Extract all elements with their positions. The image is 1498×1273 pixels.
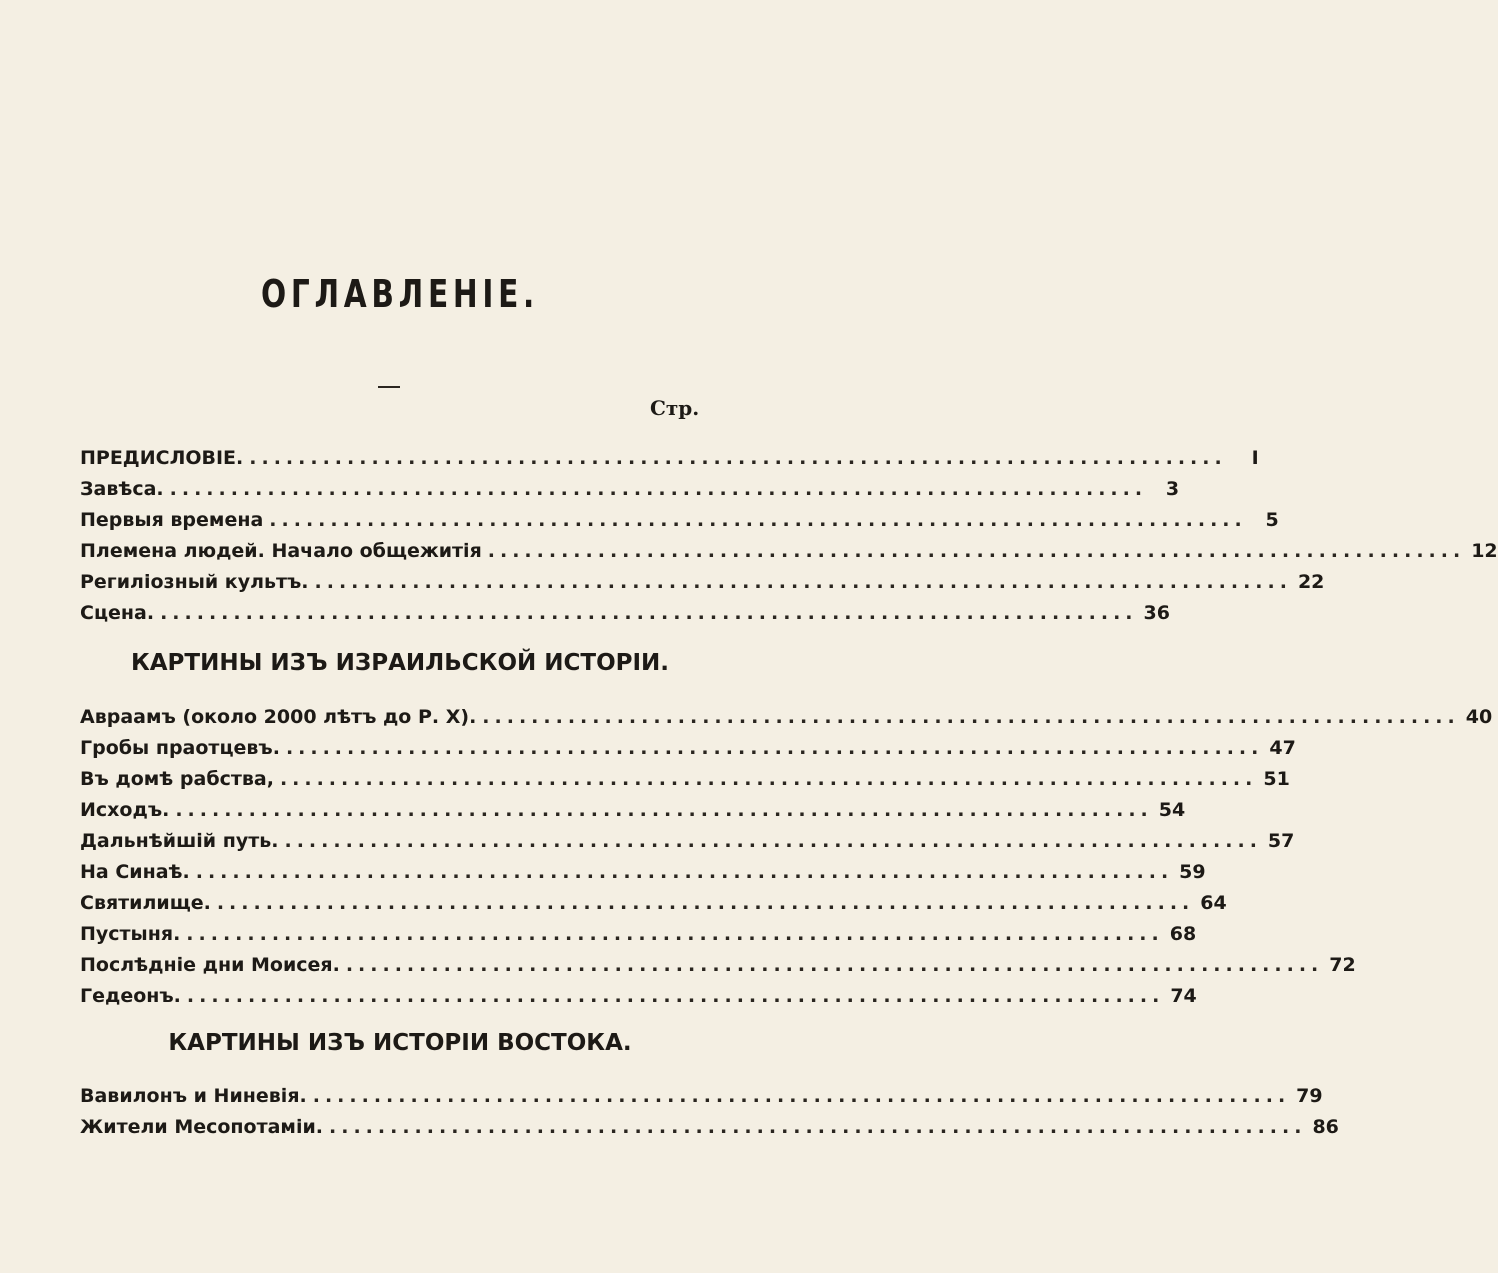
entry-page: 5: [1265, 509, 1279, 531]
leader-dots: ................................................................................: [186, 985, 1165, 1007]
entry-title: На Синаѣ.: [80, 861, 190, 883]
entry-page: 36: [1143, 602, 1170, 624]
entry-page: 47: [1269, 737, 1296, 759]
entry-title: Вавилонъ и Ниневія.: [80, 1085, 307, 1107]
entry-title: Въ домѣ рабства,: [80, 768, 274, 790]
leader-dots: ................................................................................: [169, 478, 1148, 500]
title-rule: [378, 386, 400, 388]
toc-entry[interactable]: [80, 830, 1295, 860]
toc-entry[interactable]: [80, 540, 1498, 570]
toc-entry[interactable]: [80, 799, 1186, 829]
entry-page: 22: [1297, 571, 1325, 593]
leader-dots: ................................................................................: [160, 602, 1138, 624]
leader-dots: ................................................................................: [312, 1085, 1291, 1107]
section-heading-east: КАРТИНЫ ИЗЪ ИСТОРIИ ВОСТОКА.: [168, 1030, 632, 1056]
leader-dots: ................................................................................: [186, 923, 1164, 945]
toc-entry[interactable]: [80, 706, 1493, 736]
page-title: ОГЛАВЛЕНІЕ.: [261, 272, 539, 316]
page-column-label: Стр.: [650, 396, 700, 420]
entry-page: 86: [1312, 1116, 1339, 1138]
entry-title: Авраамъ (около 2000 лѣтъ до Р. Х).: [80, 706, 477, 728]
leader-dots: ................................................................................: [329, 1116, 1307, 1138]
entry-page: 64: [1200, 892, 1227, 914]
entry-title: Святилище.: [80, 892, 211, 914]
entry-title: Гедеонъ.: [80, 985, 181, 1007]
toc-entry[interactable]: [80, 892, 1227, 922]
leader-dots: ................................................................................: [284, 830, 1262, 852]
leader-dots: ................................................................................: [314, 571, 1292, 593]
entry-page: 40: [1465, 706, 1493, 728]
entry-page: 3: [1165, 478, 1180, 500]
leader-dots: ................................................................................: [195, 861, 1174, 883]
leader-dots: ................................................................................: [487, 540, 1466, 562]
toc-entry[interactable]: [80, 447, 1259, 477]
toc-entry[interactable]: [80, 737, 1296, 767]
entry-title: Первыя времена: [80, 509, 264, 531]
entry-page: 57: [1267, 830, 1295, 852]
entry-title: Жители Месопотаміи.: [80, 1116, 324, 1138]
entry-page: 12: [1471, 540, 1498, 562]
toc-entry[interactable]: [80, 954, 1356, 984]
entry-page: 51: [1263, 768, 1290, 790]
toc-entry[interactable]: [80, 1116, 1339, 1146]
entry-title: Регилiозный культъ.: [80, 571, 309, 593]
toc-entry[interactable]: [80, 1085, 1323, 1115]
toc-entry[interactable]: [80, 985, 1197, 1015]
entry-page: 72: [1329, 954, 1356, 976]
entry-page: I: [1251, 447, 1259, 469]
toc-entry[interactable]: [80, 602, 1170, 632]
toc-entry[interactable]: [80, 571, 1325, 601]
toc-entry[interactable]: [80, 768, 1290, 798]
entry-title: Исходъ.: [80, 799, 170, 821]
toc-entry[interactable]: [80, 861, 1206, 891]
entry-title: Послѣдніе дни Моисея.: [80, 954, 340, 976]
entry-page: 54: [1158, 799, 1186, 821]
entry-title: Завѣса.: [80, 478, 164, 500]
leader-dots: ................................................................................: [249, 447, 1227, 469]
entry-page: 68: [1169, 923, 1197, 945]
entry-title: Дальнѣйшій путь.: [80, 830, 279, 852]
entry-title: Племена людей. Начало общежитія: [80, 540, 482, 562]
section-heading-israel: КАРТИНЫ ИЗЪ ИЗРАИЛЬСКОЙ ИСТОРIИ.: [130, 650, 670, 676]
leader-dots: ................................................................................: [279, 768, 1258, 790]
toc-entry[interactable]: [80, 509, 1279, 539]
entry-page: 79: [1296, 1085, 1323, 1107]
entry-title: ПРЕДИСЛОВІЕ.: [80, 447, 244, 469]
entry-title: Пустыня.: [80, 923, 181, 945]
toc-entry[interactable]: [80, 923, 1197, 953]
leader-dots: ................................................................................: [482, 706, 1460, 728]
leader-dots: ................................................................................: [345, 954, 1324, 976]
leader-dots: ................................................................................: [216, 892, 1195, 914]
entry-title: Гробы праотцевъ.: [80, 737, 280, 759]
entry-page: 59: [1179, 861, 1206, 883]
entry-title: Сцена.: [80, 602, 155, 624]
leader-dots: ................................................................................: [285, 737, 1264, 759]
leader-dots: ................................................................................: [269, 509, 1247, 531]
leader-dots: ................................................................................: [175, 799, 1153, 821]
toc-entry[interactable]: [80, 478, 1180, 508]
entry-page: 74: [1170, 985, 1197, 1007]
